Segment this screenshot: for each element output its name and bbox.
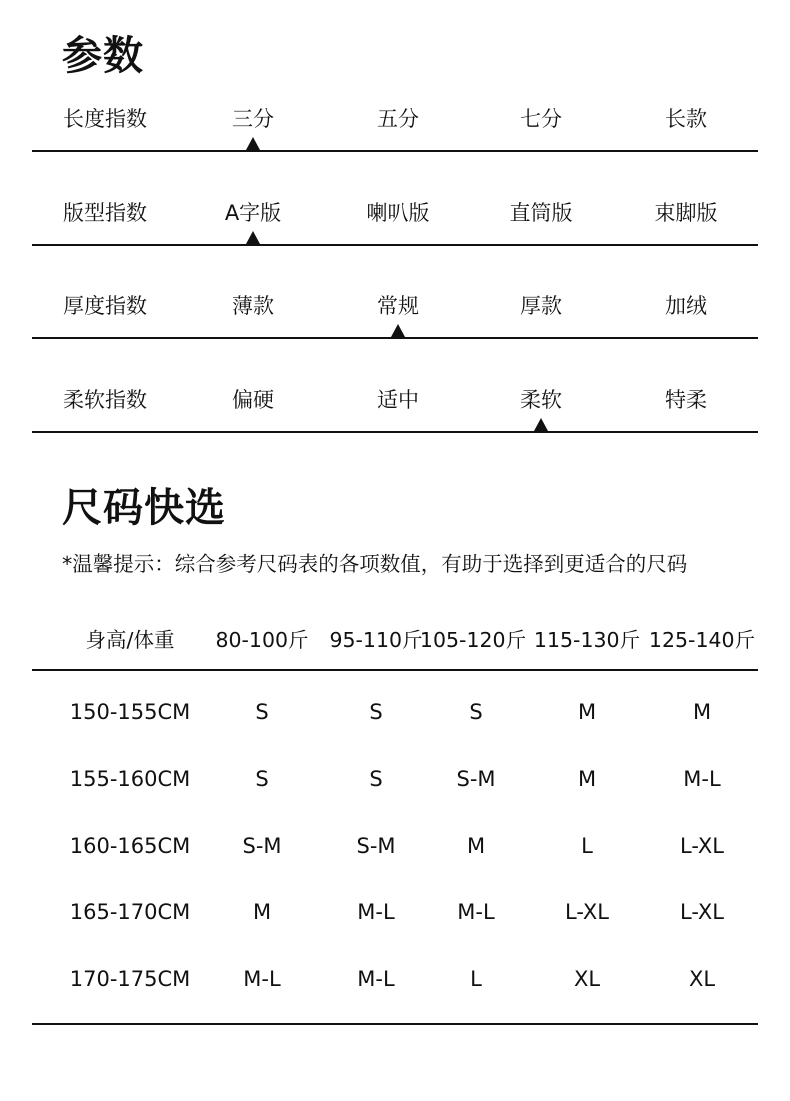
- table-cell: XL: [688, 967, 716, 991]
- param-option[interactable]: 偏硬: [232, 388, 274, 412]
- param-option[interactable]: 柔软: [520, 388, 562, 412]
- table-cell: 150-155CM: [69, 700, 191, 724]
- param-row-thickness: [32, 245, 758, 339]
- param-option[interactable]: 厚款: [520, 294, 562, 318]
- param-option[interactable]: 直筒版: [509, 201, 573, 225]
- table-header-cell: 125-140斤: [648, 628, 756, 652]
- table-header-cell: 105-120斤: [419, 628, 527, 652]
- table-header-cell: 95-110斤: [329, 628, 423, 652]
- param-row-length: [32, 58, 758, 152]
- param-option[interactable]: 束脚版: [654, 201, 718, 225]
- table-cell: 170-175CM: [69, 967, 191, 991]
- table-cell: 165-170CM: [69, 900, 191, 924]
- table-cell: M-L: [683, 767, 721, 791]
- table-cell: M: [577, 767, 597, 791]
- size-note: *温馨提示：综合参考尺码表的各项数值，有助于选择到更适合的尺码: [62, 552, 688, 576]
- table-cell: S: [369, 700, 383, 724]
- table-row: [0, 969, 790, 993]
- param-label: 长度指数: [63, 107, 147, 131]
- table-cell: M-L: [243, 967, 281, 991]
- table-cell: L-XL: [680, 834, 724, 858]
- table-cell: S: [255, 767, 269, 791]
- param-option[interactable]: 三分: [232, 107, 274, 131]
- selected-marker-icon: [391, 324, 405, 337]
- table-cell: S-M: [356, 834, 396, 858]
- param-option[interactable]: 特柔: [665, 388, 707, 412]
- table-cell: S: [469, 700, 483, 724]
- size-title: 尺码快选: [62, 485, 226, 531]
- param-option[interactable]: 五分: [377, 107, 419, 131]
- table-row: [0, 702, 790, 726]
- table-cell: M-L: [357, 900, 395, 924]
- param-label: 柔软指数: [63, 388, 147, 412]
- divider: [32, 431, 758, 433]
- table-cell: L-XL: [565, 900, 609, 924]
- size-table-header: [0, 630, 790, 654]
- param-option[interactable]: 适中: [377, 388, 419, 412]
- param-option[interactable]: 喇叭版: [366, 201, 430, 225]
- selected-marker-icon: [534, 418, 548, 431]
- table-cell: M: [466, 834, 486, 858]
- param-option[interactable]: 加绒: [665, 294, 707, 318]
- table-cell: S-M: [242, 834, 282, 858]
- table-cell: S: [369, 767, 383, 791]
- table-cell: L-XL: [680, 900, 724, 924]
- table-cell: M: [577, 700, 597, 724]
- table-cell: M-L: [457, 900, 495, 924]
- table-cell: M-L: [357, 967, 395, 991]
- table-header-cell: 身高/体重: [85, 628, 175, 652]
- param-option[interactable]: 长款: [665, 107, 707, 131]
- param-label: 版型指数: [63, 201, 147, 225]
- table-row: [0, 769, 790, 793]
- params-title: 参数: [62, 33, 144, 79]
- table-cell: S-M: [456, 767, 496, 791]
- divider: [32, 1023, 758, 1025]
- table-row: [0, 836, 790, 860]
- table-cell: L: [581, 834, 593, 858]
- table-cell: S: [255, 700, 269, 724]
- param-option[interactable]: A字版: [224, 201, 282, 225]
- table-cell: 160-165CM: [69, 834, 191, 858]
- table-cell: 155-160CM: [69, 767, 191, 791]
- param-row-softness: [32, 339, 758, 433]
- selected-marker-icon: [246, 231, 260, 244]
- table-cell: XL: [573, 967, 601, 991]
- selected-marker-icon: [246, 137, 260, 150]
- table-row: [0, 902, 790, 926]
- table-cell: L: [470, 967, 482, 991]
- table-header-cell: 115-130斤: [533, 628, 641, 652]
- table-cell: M: [252, 900, 272, 924]
- param-option[interactable]: 常规: [377, 294, 419, 318]
- param-row-fit: [32, 152, 758, 246]
- table-cell: M: [692, 700, 712, 724]
- divider: [32, 669, 758, 671]
- table-header-cell: 80-100斤: [215, 628, 309, 652]
- param-label: 厚度指数: [63, 294, 147, 318]
- param-option[interactable]: 七分: [520, 107, 562, 131]
- param-option[interactable]: 薄款: [232, 294, 274, 318]
